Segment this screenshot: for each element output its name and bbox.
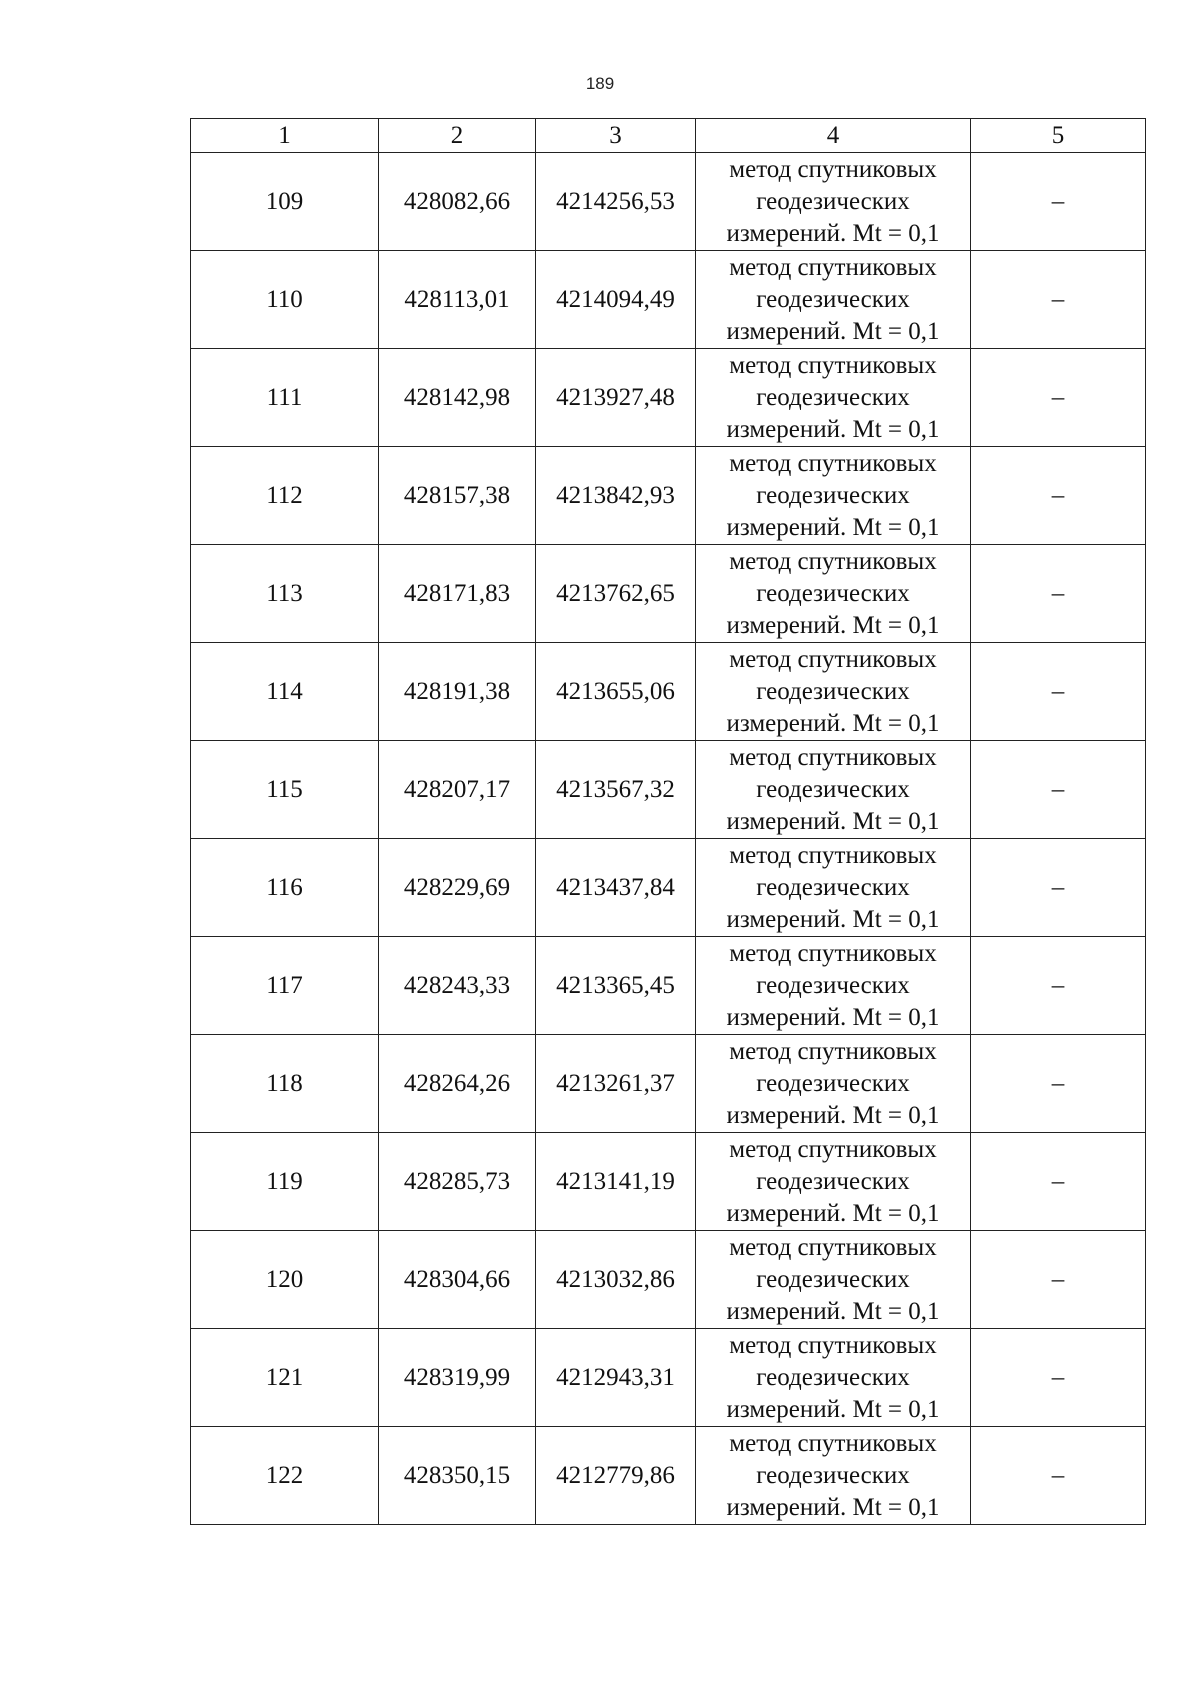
x-coordinate-cell: 428285,73 [379,1133,536,1231]
table-row [191,447,1146,545]
method-line-1: метод спутниковых [729,547,937,575]
x-coordinate-cell: 428171,83 [379,545,536,643]
header-cell-4: 4 [696,119,971,153]
point-number-cell: 117 [191,937,379,1035]
table-row [191,349,1146,447]
method-line-3: измерений. Mt = 0,1 [726,415,940,443]
method-line-2: геодезических [756,1363,910,1391]
method-line-1: метод спутниковых [729,253,937,281]
note-cell: – [971,839,1146,937]
point-number-cell: 118 [191,1035,379,1133]
table-row [191,545,1146,643]
y-coordinate-cell: 4213762,65 [536,545,696,643]
method-line-2: геодезических [756,1167,910,1195]
table-row [191,937,1146,1035]
method-line-1: метод спутниковых [729,645,937,673]
page-number: 189 [585,74,615,93]
method-line-2: геодезических [756,579,910,607]
method-line-3: измерений. Mt = 0,1 [726,1395,940,1423]
method-line-3: измерений. Mt = 0,1 [726,219,940,247]
x-coordinate-cell: 428207,17 [379,741,536,839]
y-coordinate-cell: 4214094,49 [536,251,696,349]
method-cell [696,937,971,1035]
header-cell-5: 5 [971,119,1146,153]
point-number-cell: 112 [191,447,379,545]
note-cell: – [971,545,1146,643]
method-line-3: измерений. Mt = 0,1 [726,1199,940,1227]
method-line-3: измерений. Mt = 0,1 [726,807,940,835]
note-cell: – [971,1329,1146,1427]
point-number-cell: 109 [191,153,379,251]
table-row [191,1329,1146,1427]
y-coordinate-cell: 4212943,31 [536,1329,696,1427]
point-number-cell: 111 [191,349,379,447]
method-line-1: метод спутниковых [729,1135,937,1163]
x-coordinate-cell: 428350,15 [379,1427,536,1525]
method-cell [696,349,971,447]
table-row [191,643,1146,741]
note-cell: – [971,1231,1146,1329]
table-body [191,153,1146,1525]
method-cell [696,545,971,643]
method-line-3: измерений. Mt = 0,1 [726,513,940,541]
table-row [191,1427,1146,1525]
y-coordinate-cell: 4213141,19 [536,1133,696,1231]
method-cell [696,741,971,839]
method-line-3: измерений. Mt = 0,1 [726,1101,940,1129]
x-coordinate-cell: 428243,33 [379,937,536,1035]
point-number-cell: 110 [191,251,379,349]
note-cell: – [971,349,1146,447]
x-coordinate-cell: 428157,38 [379,447,536,545]
method-line-3: измерений. Mt = 0,1 [726,709,940,737]
method-cell [696,251,971,349]
note-cell: – [971,447,1146,545]
note-cell: – [971,251,1146,349]
table-row [191,839,1146,937]
method-line-1: метод спутниковых [729,743,937,771]
method-line-1: метод спутниковых [729,351,937,379]
method-line-3: измерений. Mt = 0,1 [726,1493,940,1521]
method-line-3: измерений. Mt = 0,1 [726,611,940,639]
method-cell [696,839,971,937]
method-line-1: метод спутниковых [729,1429,937,1457]
table-row [191,741,1146,839]
method-line-2: геодезических [756,481,910,509]
y-coordinate-cell: 4214256,53 [536,153,696,251]
x-coordinate-cell: 428142,98 [379,349,536,447]
method-cell [696,1231,971,1329]
coordinates-table [190,118,1146,1525]
header-cell-3: 3 [536,119,696,153]
method-line-2: геодезических [756,677,910,705]
method-cell [696,1427,971,1525]
method-line-1: метод спутниковых [729,1037,937,1065]
table-row [191,1133,1146,1231]
point-number-cell: 115 [191,741,379,839]
point-number-cell: 116 [191,839,379,937]
y-coordinate-cell: 4213655,06 [536,643,696,741]
note-cell: – [971,643,1146,741]
x-coordinate-cell: 428264,26 [379,1035,536,1133]
y-coordinate-cell: 4213365,45 [536,937,696,1035]
x-coordinate-cell: 428191,38 [379,643,536,741]
note-cell: – [971,937,1146,1035]
method-line-2: геодезических [756,285,910,313]
method-line-2: геодезических [756,383,910,411]
method-line-3: измерений. Mt = 0,1 [726,1003,940,1031]
method-line-3: измерений. Mt = 0,1 [726,317,940,345]
method-cell [696,153,971,251]
y-coordinate-cell: 4213567,32 [536,741,696,839]
table-row [191,1231,1146,1329]
method-cell [696,643,971,741]
y-coordinate-cell: 4213261,37 [536,1035,696,1133]
method-cell [696,447,971,545]
note-cell: – [971,153,1146,251]
method-line-1: метод спутниковых [729,155,937,183]
method-line-1: метод спутниковых [729,841,937,869]
method-line-1: метод спутниковых [729,939,937,967]
table-row [191,251,1146,349]
point-number-cell: 114 [191,643,379,741]
header-cell-1: 1 [191,119,379,153]
x-coordinate-cell: 428319,99 [379,1329,536,1427]
table-row [191,153,1146,251]
x-coordinate-cell: 428113,01 [379,251,536,349]
point-number-cell: 113 [191,545,379,643]
method-line-2: геодезических [756,187,910,215]
x-coordinate-cell: 428304,66 [379,1231,536,1329]
x-coordinate-cell: 428082,66 [379,153,536,251]
method-line-1: метод спутниковых [729,1233,937,1261]
y-coordinate-cell: 4213842,93 [536,447,696,545]
y-coordinate-cell: 4212779,86 [536,1427,696,1525]
note-cell: – [971,1035,1146,1133]
method-line-3: измерений. Mt = 0,1 [726,1297,940,1325]
point-number-cell: 119 [191,1133,379,1231]
point-number-cell: 122 [191,1427,379,1525]
x-coordinate-cell: 428229,69 [379,839,536,937]
y-coordinate-cell: 4213032,86 [536,1231,696,1329]
table-row [191,1035,1146,1133]
method-line-2: геодезических [756,775,910,803]
method-line-2: геодезических [756,1069,910,1097]
note-cell: – [971,1133,1146,1231]
point-number-cell: 120 [191,1231,379,1329]
method-line-2: геодезических [756,1461,910,1489]
y-coordinate-cell: 4213437,84 [536,839,696,937]
point-number-cell: 121 [191,1329,379,1427]
method-cell [696,1133,971,1231]
method-line-2: геодезических [756,971,910,999]
method-cell [696,1035,971,1133]
method-line-1: метод спутниковых [729,449,937,477]
note-cell: – [971,741,1146,839]
method-line-2: геодезических [756,1265,910,1293]
note-cell: – [971,1427,1146,1525]
header-row [191,119,1146,153]
method-line-3: измерений. Mt = 0,1 [726,905,940,933]
header-cell-2: 2 [379,119,536,153]
method-cell [696,1329,971,1427]
method-line-1: метод спутниковых [729,1331,937,1359]
y-coordinate-cell: 4213927,48 [536,349,696,447]
method-line-2: геодезических [756,873,910,901]
